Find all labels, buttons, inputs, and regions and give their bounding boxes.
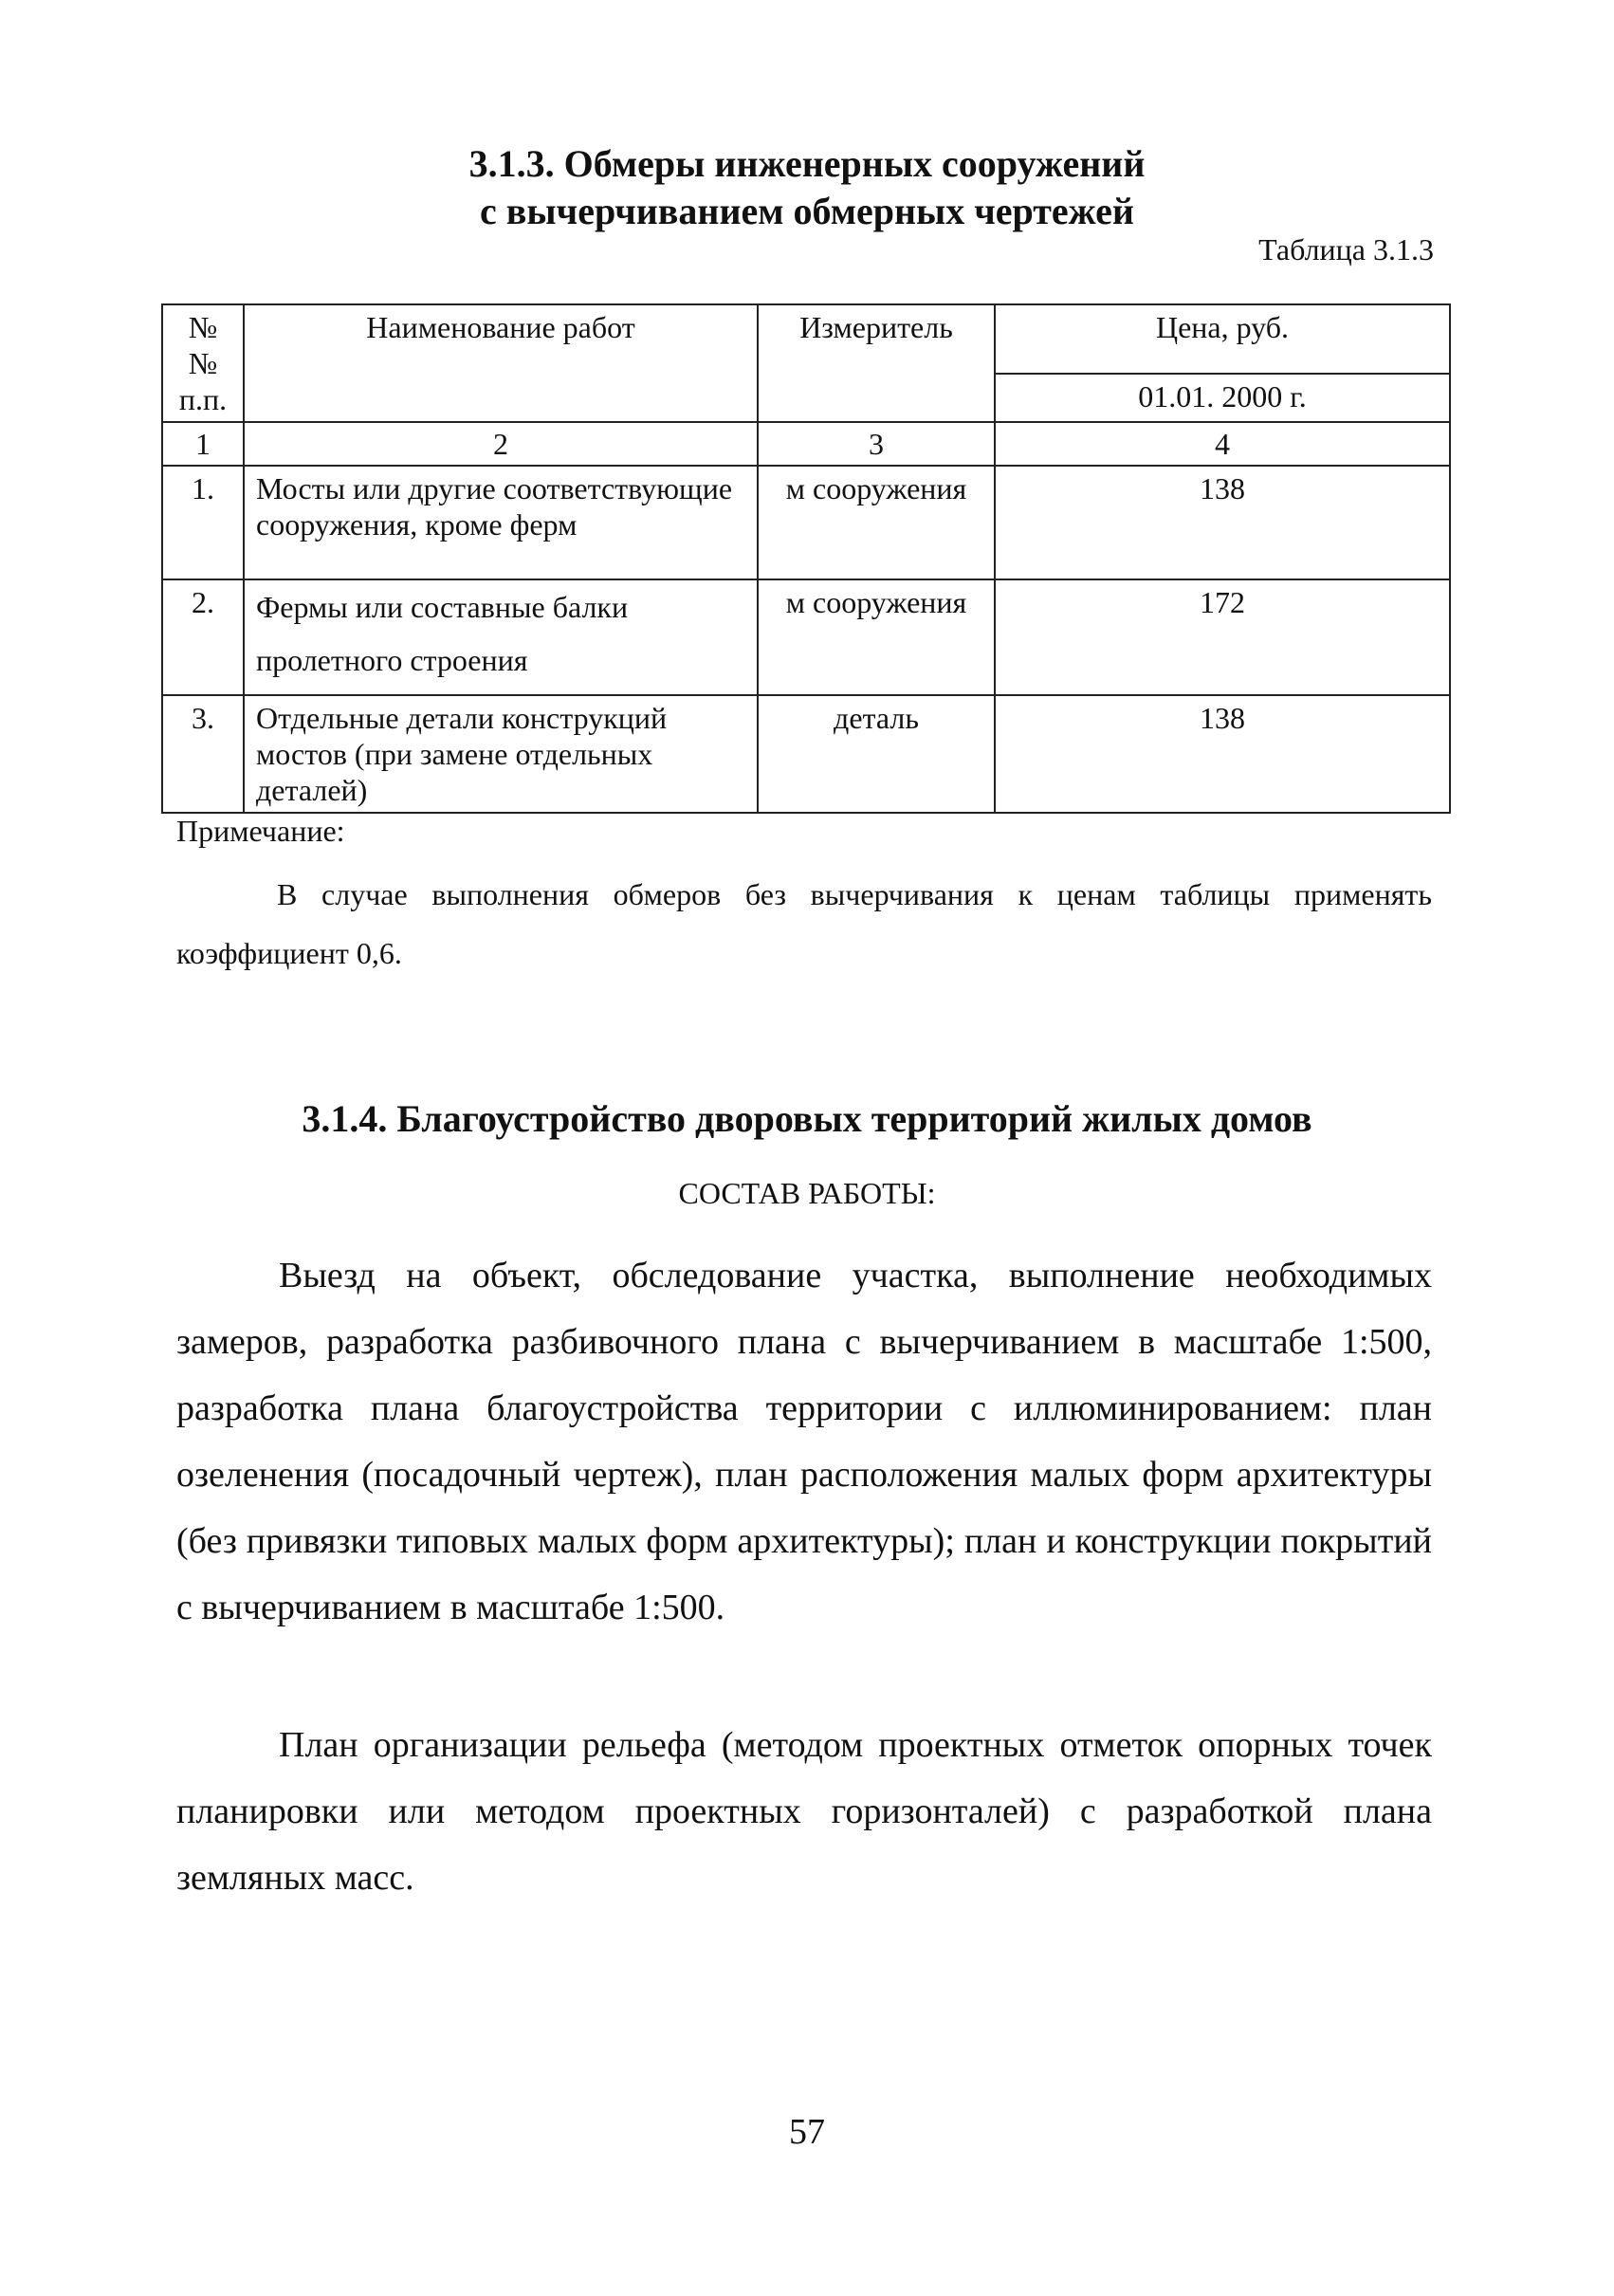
column-number: 1 <box>162 422 244 466</box>
body-paragraph: Выезд на объект, обследование участка, выполнение необходимых замеров, разработка разбивочного плана с вычерчиванием в масштабе 1:500, разработка плана благоустройства территории с иллюминированием: план озеленения (посадочный чертеж), план расположения малых форм архитектуры (без привязки типовых малых форм архитектуры); план и конструкции покрытий с вычерчиванием в масштабе 1:500. <box>176 1256 1432 1627</box>
note-text: В случае выполнения обмеров без вычерчивания к ценам таблицы применять коэффициент 0,6. <box>176 877 1432 970</box>
note-label: Примечание: <box>176 814 345 848</box>
row-price: 172 <box>995 579 1450 695</box>
row-price: 138 <box>995 466 1450 579</box>
column-number: 3 <box>758 422 995 466</box>
header-num: №№ п.п. <box>162 304 244 422</box>
table-header-row <box>162 304 1450 374</box>
row-price: 138 <box>995 695 1450 813</box>
section-subtitle-313: с вычерчиванием обмерных чертежей <box>480 190 1134 232</box>
row-num: 1. <box>162 466 244 579</box>
row-name: Фермы или составные балки пролетного строения <box>244 579 758 695</box>
composition-heading: СОСТАВ РАБОТЫ: <box>678 1176 936 1210</box>
table-label: Таблица 3.1.3 <box>1258 232 1434 266</box>
table-row <box>162 579 1450 695</box>
header-price-date: 01.01. 2000 г. <box>995 374 1450 422</box>
row-num: 2. <box>162 579 244 695</box>
works-price-table <box>161 303 1451 814</box>
column-number: 4 <box>995 422 1450 466</box>
row-unit: м сооружения <box>758 579 995 695</box>
row-num: 3. <box>162 695 244 813</box>
row-name: Мосты или другие соответствующие сооружения, кроме ферм <box>244 466 758 579</box>
section-title-314: 3.1.4. Благоустройство дворовых территорий жилых домов <box>302 1097 1312 1140</box>
header-unit: Измеритель <box>758 304 995 422</box>
section-title-313: 3.1.3. Обмеры инженерных сооружений <box>468 142 1146 185</box>
row-name: Отдельные детали конструкций мостов (при замене отдельных деталей) <box>244 695 758 813</box>
header-name: Наименование работ <box>244 304 758 422</box>
page-number: 57 <box>789 2112 825 2152</box>
row-unit: деталь <box>758 695 995 813</box>
header-price: Цена, руб. <box>995 304 1450 374</box>
table-row <box>162 695 1450 813</box>
table-column-number-row <box>162 422 1450 466</box>
row-unit: м сооружения <box>758 466 995 579</box>
body-paragraph: План организации рельефа (методом проектных отметок опорных точек планировки или методом проектных горизонталей) с разработкой плана земляных масс. <box>176 1725 1432 1898</box>
column-number: 2 <box>244 422 758 466</box>
table-row <box>162 466 1450 579</box>
